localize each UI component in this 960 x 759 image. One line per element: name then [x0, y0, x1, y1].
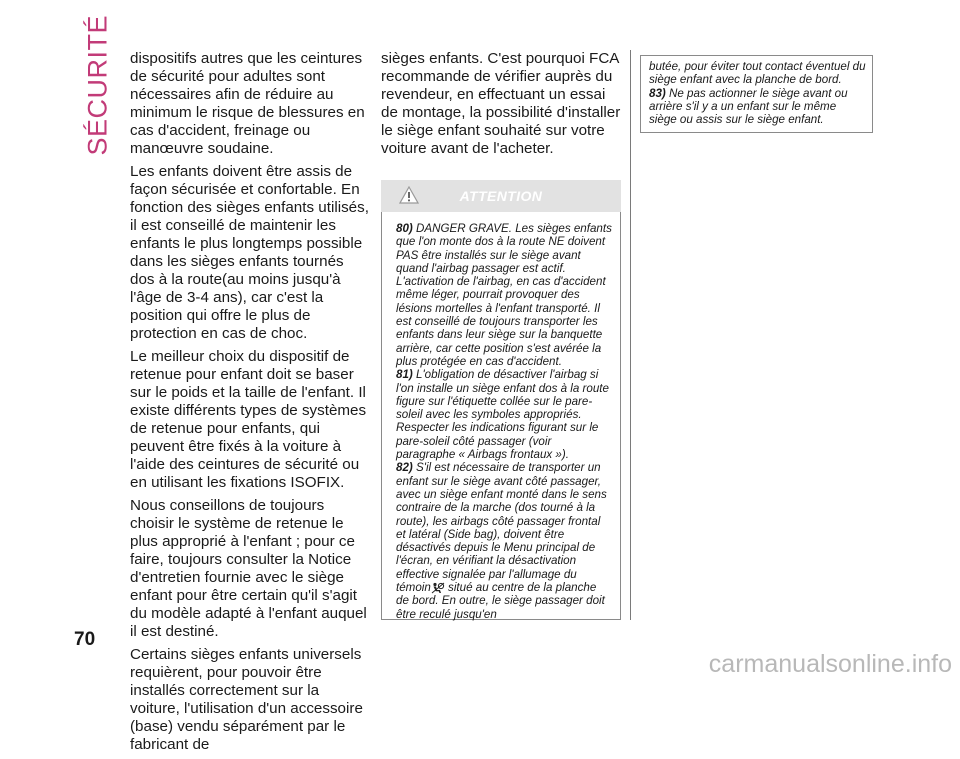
column-divider: [630, 50, 631, 620]
warning-item: [396, 461, 612, 621]
attention-title: ATTENTION: [459, 188, 543, 204]
warning-item: [396, 222, 612, 368]
airbag-off-warning-icon: [431, 582, 445, 594]
warning-continuation: butée, pour éviter tout contact éventuel du siège enfant avec la planche de bord.: [649, 60, 866, 87]
paragraph: dispositifs autres que les ceintures de sécurité pour adultes sont nécessaires afin de réduire au minimum le risque de blessures en cas d'accident, freinage ou manœuvre soudaine.: [130, 50, 365, 157]
item-number: 81): [396, 368, 413, 382]
continued-warning-box: [640, 55, 873, 133]
attention-header: [381, 180, 621, 212]
item-text: S'il est nécessaire de transporter un enfant sur le siège avant côté passager, avec un siège enfant monté dans le sens contraire de la marche (dos tourné à la route), les airbags côté passager frontal et latéral (Side bag), doivent être désactivés depuis le Menu principal de l'écran, en vérifiant la désactivation effective signalée par l'allumage du témoin: [396, 461, 607, 595]
item-text: DANGER GRAVE. Les sièges enfants que l'on monte dos à la route NE doivent PAS être installés sur le siège avant quand l'airbag passager est actif. L'activation de l'airbag, en cas d'accident même léger, pourrait provoquer des lésions mortelles à l'enfant transporté. Il est conseillé de toujours transporter les enfants dans leur siège sur la banquette arrière, car cette position s'est avérée la plus protégée en cas d'accident.: [396, 222, 612, 368]
page-number: 70: [74, 629, 96, 650]
item-number: 83): [649, 86, 666, 100]
warning-item: [649, 87, 866, 127]
section-title-text: SÉCURITÉ: [82, 14, 113, 156]
watermark: carmanualsonline.info: [708, 650, 952, 678]
item-text: Ne pas actionner le siège avant ou arrière s'il y a un enfant sur le même siège ou assis sur le siège enfant.: [649, 86, 848, 127]
paragraph: Le meilleur choix du dispositif de retenue pour enfant doit se baser sur le poids et la taille de l'enfant. Il existe différents types de systèmes de retenue pour enfants, qui peuvent être fixés à la voiture à l'aide des ceintures de sécurité ou en utilisant les fixations ISOFIX.: [130, 348, 367, 491]
paragraph: Certains sièges enfants universels requièrent, pour pouvoir être installés correctement sur la voiture, l'utilisation d'un accessoire (base) vendu séparément par le fabricant de: [130, 646, 363, 753]
item-text: L'obligation de désactiver l'airbag si l'on installe un siège enfant dos à la route figure sur l'étiquette collée sur le pare-soleil avec les symboles appropriés. Respecter les indications figurant sur le pare-soleil côté passager (voir paragraphe « Airbags frontaux »).: [396, 368, 609, 462]
item-text: situé au centre de la planche de bord. En outre, le siège passager doit être reculé jusqu'en: [396, 581, 605, 621]
item-number: 82): [396, 461, 413, 475]
paragraph: sièges enfants. C'est pourquoi FCA recommande de vérifier auprès du revendeur, en effectuant un essai de montage, la possibilité d'installer le siège enfant souhaité sur votre voiture avant de l'acheter.: [381, 50, 621, 157]
paragraph: Nous conseillons de toujours choisir le système de retenue le plus approprié à l'enfant ; pour ce faire, toujours consulter la Notice d'entretien fournie avec le siège enfant pour être certain qu'il s'agit du modèle adapté à l'enfant auquel il est destiné.: [130, 497, 367, 640]
column-2: [381, 50, 621, 163]
item-number: 80): [396, 222, 413, 235]
column-1: [130, 50, 370, 759]
attention-box: [381, 212, 621, 620]
warning-item: [396, 368, 612, 461]
section-title: [78, 14, 118, 160]
paragraph: Les enfants doivent être assis de façon sécurisée et confortable. En fonction des sièges enfants utilisés, il est conseillé de maintenir les enfants le plus longtemps possible dans les sièges enfants tournés dos à la route(au moins jusqu'à l'âge de 3-4 ans), car c'est la position qui offre le plus de protection en cas de choc.: [130, 163, 369, 342]
